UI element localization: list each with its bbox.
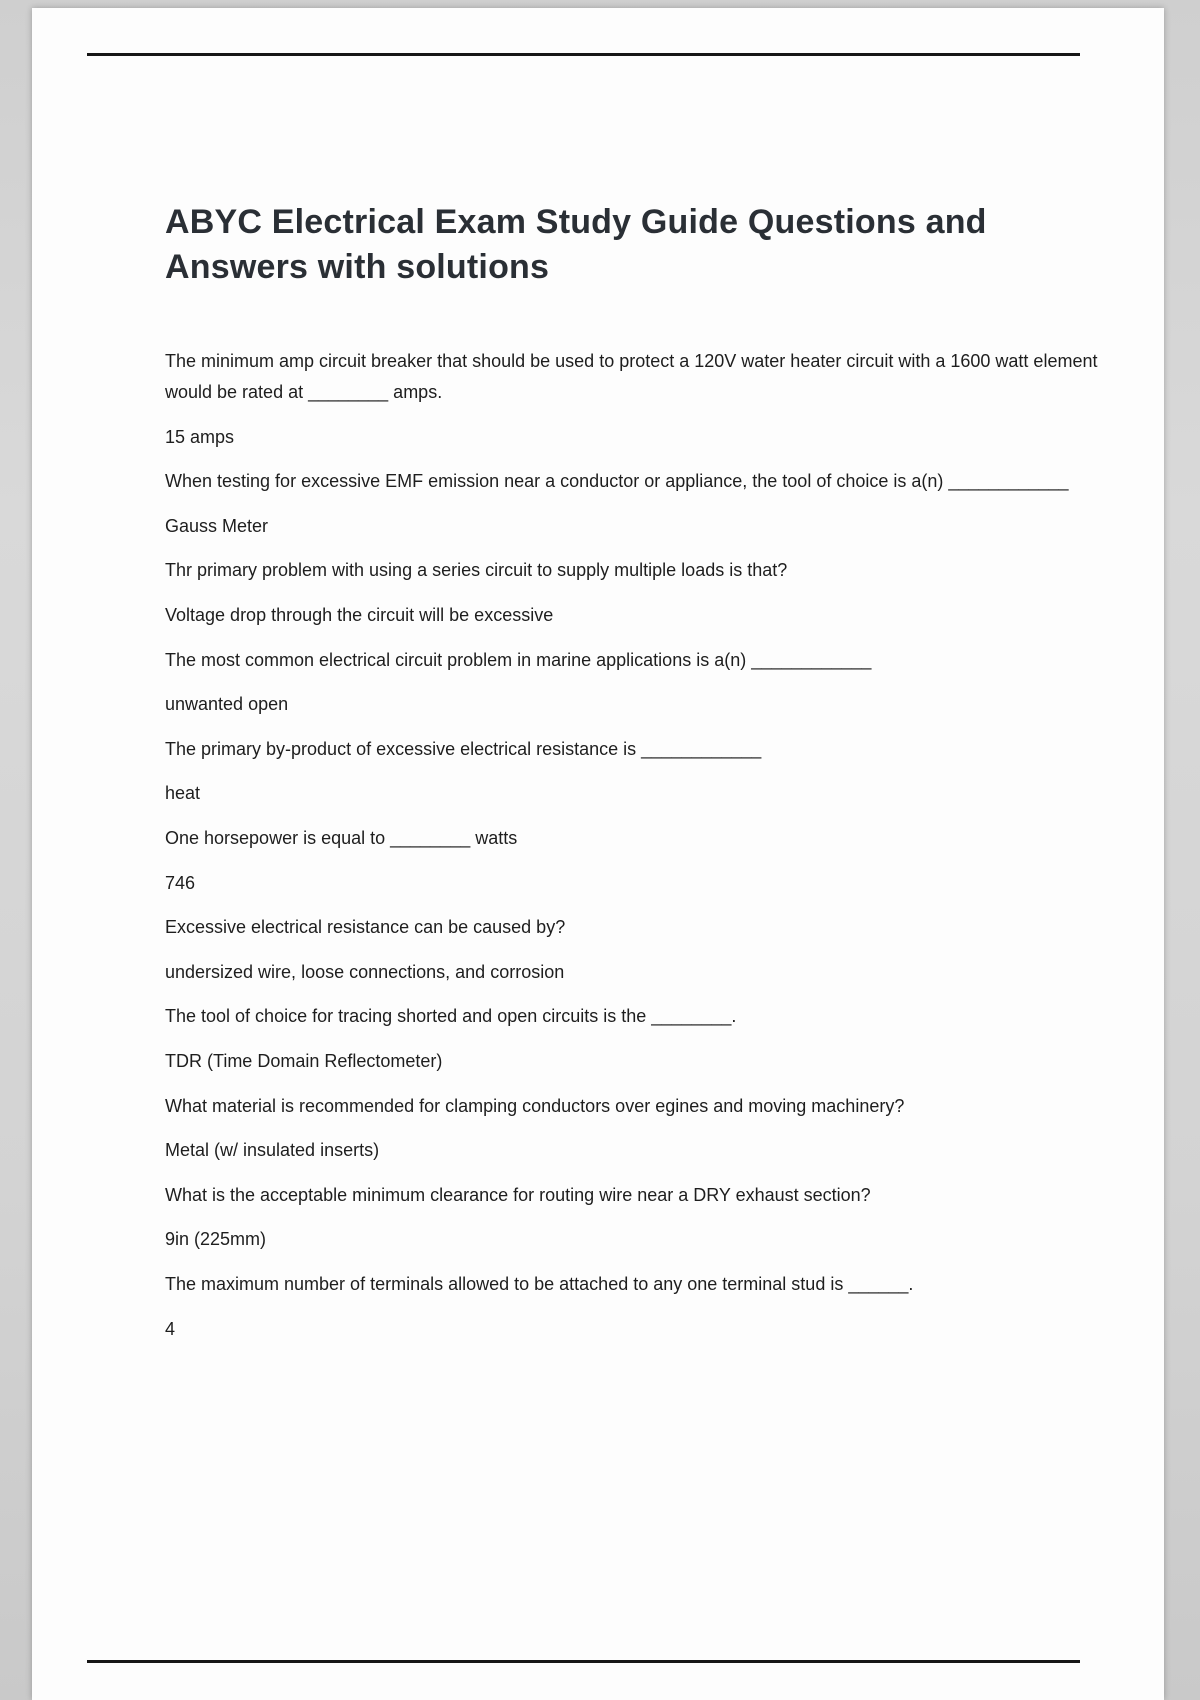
question-text: The most common electrical circuit problem in marine applications is a(n) ____________ [165,649,872,670]
document-content [165,200,1105,1358]
question-text: The primary by-product of excessive electrical resistance is ____________ [165,738,762,759]
question-text: The minimum amp circuit breaker that should be used to protect a 120V water heater circuit with a 1600 watt element would be rated at ________ amps. [165,351,1098,403]
page-title: ABYC Electrical Exam Study Guide Questions and Answers with solutions [165,203,987,287]
header-rule [87,53,1080,56]
document-page [32,8,1164,1700]
question-text: What material is recommended for clamping conductors over egines and moving machinery? [165,1095,905,1116]
question-text: Excessive electrical resistance can be caused by? [165,917,566,938]
answer-text: 4 [165,1318,176,1339]
answer-text: Voltage drop through the circuit will be excessive [165,605,554,625]
answer-text: TDR (Time Domain Reflectometer) [165,1050,443,1071]
question-text: What is the acceptable minimum clearance for routing wire near a DRY exhaust section? [165,1184,871,1205]
answer-text: 15 amps [165,426,235,447]
question-text: The maximum number of terminals allowed to be attached to any one terminal stud is ______. [165,1273,914,1294]
answer-text: undersized wire, loose connections, and corrosion [165,961,565,982]
answer-text: Metal (w/ insulated inserts) [165,1140,380,1161]
question-text: When testing for excessive EMF emission near a conductor or appliance, the tool of choice is a(n) ____________ [165,471,1069,492]
answer-text: heat [165,783,201,804]
question-text: Thr primary problem with using a series circuit to supply multiple loads is that? [165,560,788,581]
question-text: The tool of choice for tracing shorted and open circuits is the ________. [165,1006,737,1027]
footer-rule [87,1660,1080,1663]
answer-text: 746 [165,872,196,893]
answer-text: Gauss Meter [165,515,269,536]
question-text: One horsepower is equal to ________ watts [165,827,518,848]
answer-text: 9in (225mm) [165,1229,267,1250]
answer-text: unwanted open [165,694,289,715]
